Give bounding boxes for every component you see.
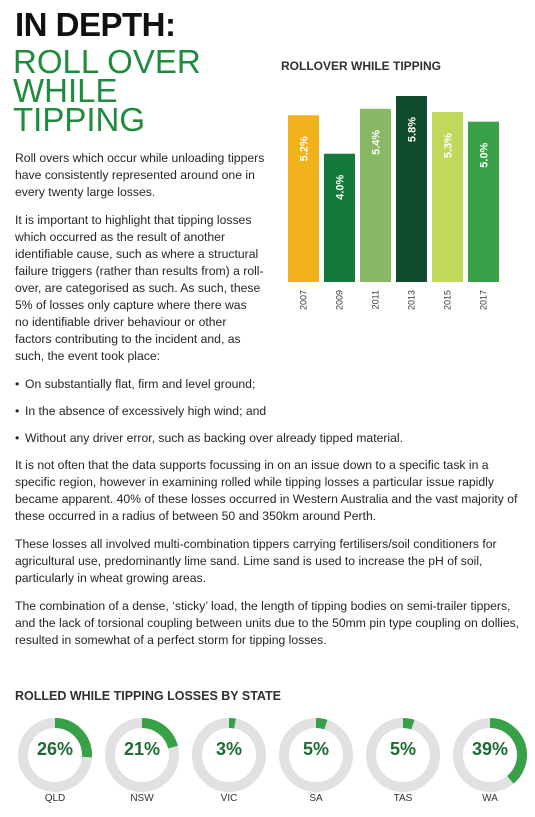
chart-title: ROLLOVER WHILE TIPPING [281, 59, 442, 73]
state-label: VIC [220, 793, 238, 804]
section-kicker: IN DEPTH: [15, 6, 176, 43]
state-percent: 21% [123, 739, 161, 759]
western-australia-paragraph: It is not often that the data supports focussing in on an issue down to a specific task in a specific region, however in examining rolled while tipping losses a particular issue rapidly became apparent. 40% of these losses occurred in Western Australia and the vast majority of these occurred in a radius of between 50 and 350km around Perth. [15, 458, 518, 523]
state-donut-wa [450, 715, 530, 810]
bar-value-label: 4.0% [334, 174, 347, 200]
context-paragraph-end: no identifiable driver behaviour or other factors contributing to the incident and, as such, the event took place: [15, 315, 241, 363]
state-percent: 39% [471, 739, 509, 759]
state-percent: 3% [215, 739, 242, 759]
bar-value-label: 5.4% [370, 129, 383, 155]
state-percent: 26% [36, 739, 74, 759]
year-tick-label: 2013 [406, 290, 417, 311]
bar-value-label: 5.2% [298, 136, 311, 162]
state-donut-nsw [102, 715, 182, 810]
state-donut-qld [15, 715, 95, 810]
article-body [15, 150, 525, 660]
condition-item: • On substantially flat, firm and level ground; [15, 376, 525, 393]
intro-paragraph: Roll overs which occur while unloading tippers have consistently represented around one in every twenty large losses. [15, 151, 265, 199]
year-tick-label: 2017 [478, 290, 489, 311]
context-paragraph-start: It is important to highlight that tipping losses which occurred as the result of another identifiable cause, such as where a structural failure triggers (rather than results from) a roll-over, are categorised as such. As such, these 5% of losses only capture where there was [15, 213, 264, 312]
state-label: QLD [44, 793, 66, 804]
state-donut-sa [276, 715, 356, 810]
bar-value-label: 5.0% [478, 142, 491, 168]
title-line-1: ROLL OVER [13, 43, 201, 80]
perfect-storm-paragraph: The combination of a dense, ‘sticky’ load, the length of tipping bodies on semi-trailer tippers, and the lack of torsional coupling between units due to the 50mm pin type coupling on dollies, resulted in somewhat of a perfect storm for tipping losses. [15, 599, 520, 647]
bar-value-label: 5.8% [406, 117, 419, 143]
lime-sand-paragraph: These losses all involved multi-combination tippers carrying fertilisers/soil conditioners for agricultural use, predominantly lime sand. Lime sand is used to increase the pH of soil, particularly in wheat growing areas. [15, 537, 497, 585]
state-percent: 5% [302, 739, 329, 759]
state-label: TAS [393, 793, 413, 804]
year-tick-label: 2015 [442, 290, 453, 311]
state-label: SA [309, 793, 323, 804]
state-label: NSW [130, 793, 154, 804]
state-percent: 5% [389, 739, 416, 759]
title-line-2: WHILE [13, 72, 118, 109]
article-title [13, 43, 243, 138]
context-paragraph [15, 212, 265, 365]
state-donut-tas [363, 715, 443, 810]
state-label: WA [482, 793, 498, 804]
condition-item: • In the absence of excessively high wind; and [15, 403, 525, 420]
state-donut-vic [189, 715, 269, 810]
condition-item: • Without any driver error, such as backing over already tipped material. [15, 430, 525, 447]
state-donut-charts [15, 715, 530, 810]
conditions-list [15, 376, 525, 447]
bar-value-label: 5.3% [442, 133, 455, 159]
title-line-3: TIPPING [13, 101, 146, 138]
year-tick-label: 2007 [298, 290, 309, 311]
year-tick-label: 2011 [370, 290, 381, 310]
state-chart-title: ROLLED WHILE TIPPING LOSSES BY STATE [15, 689, 281, 703]
year-tick-label: 2009 [334, 290, 345, 311]
